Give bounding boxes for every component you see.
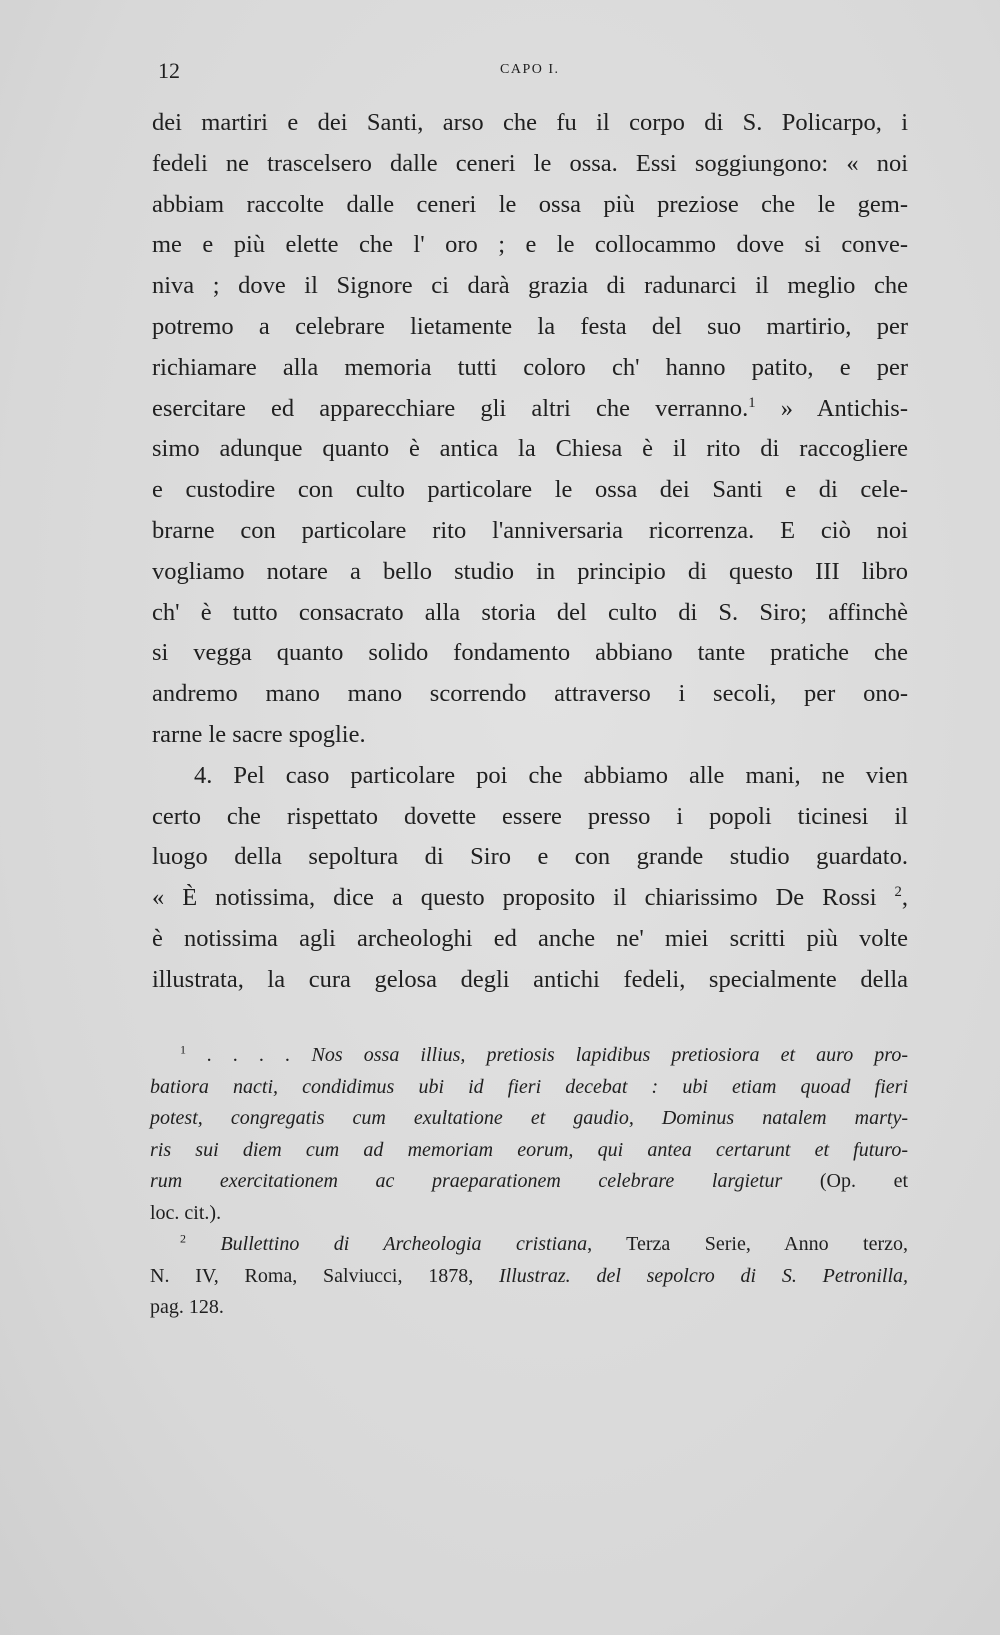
footnote-text: (Op. et bbox=[819, 1170, 908, 1192]
footnote-title: Bullettino di Archeologia cristiana bbox=[220, 1233, 588, 1255]
text-line: me e più elette che l' oro ; e le collocammo dove si conve- bbox=[152, 231, 908, 259]
footnote-1-line: potest, congregatis cum exultatione et gaudio, Dominus natalem marty- bbox=[150, 1107, 908, 1129]
text-segment: « È notissima, dice a questo proposito il chiarissimo De Rossi bbox=[152, 884, 877, 912]
text-line: si vegga quanto solido fondamento abbiano tante pratiche che bbox=[152, 639, 908, 667]
text-line: potremo a celebrare lietamente la festa del suo martirio, per bbox=[152, 312, 908, 340]
footnote-ref-1: 1 bbox=[748, 394, 756, 411]
text-line: vogliamo notare a bello studio in principio di questo III libro bbox=[152, 557, 908, 585]
text-line: è notissima agli archeologhi ed anche ne' miei scritti più volte bbox=[152, 924, 908, 952]
footnote-marker-2: 2 bbox=[180, 1231, 186, 1246]
footnote-2-line: pag. 128. bbox=[150, 1296, 224, 1318]
footnote-text: , Terza Serie, Anno terzo, bbox=[587, 1233, 909, 1255]
page-header bbox=[150, 58, 910, 88]
footnote-title: Illustraz. del sepolcro di S. Petronilla, bbox=[499, 1264, 908, 1287]
text-line: dei martiri e dei Santi, arso che fu il corpo di S. Policarpo, i bbox=[152, 109, 908, 136]
footnote-marker-1: 1 bbox=[180, 1042, 186, 1057]
paragraph-start-line: 4. Pel caso particolare poi che abbiamo alle mani, ne vien bbox=[194, 761, 908, 789]
text-line: luogo della sepoltura di Siro e con grande studio guardato. bbox=[152, 843, 908, 871]
footnote-1-line bbox=[150, 1040, 908, 1072]
text-line: richiamare alla memoria tutti coloro ch' hanno patito, e per bbox=[152, 353, 908, 381]
text-line: brarne con particolare rito l'anniversaria ricorrenza. E ciò noi bbox=[152, 516, 908, 544]
footnote-text: . . . . Nos ossa illius, pretiosis lapidibus pretiosiora et auro pro- bbox=[207, 1044, 909, 1066]
footnote-1-line: ris sui diem cum ad memoriam eorum, qui antea certarunt et futuro- bbox=[150, 1138, 908, 1161]
footnote-ref-2: 2 bbox=[894, 883, 902, 900]
text-line-with-footnote bbox=[152, 389, 908, 430]
page-number: 12 bbox=[158, 58, 180, 83]
running-head: CAPO I. bbox=[500, 62, 560, 77]
footnote-text: rum exercitationem ac praeparationem celebrare largietur bbox=[150, 1170, 783, 1192]
text-line: andremo mano mano scorrendo attraverso i secoli, per ono- bbox=[152, 680, 908, 708]
text-line: illustrata, la cura gelosa degli antichi fedeli, specialmente della bbox=[152, 965, 908, 993]
footnote-1-line: batiora nacti, condidimus ubi id fieri decebat : ubi etiam quoad fieri bbox=[150, 1075, 908, 1098]
text-line: niva ; dove il Signore ci darà grazia di radunarci il meglio che bbox=[152, 272, 908, 300]
text-segment: , bbox=[901, 884, 908, 912]
footnote-2-line bbox=[150, 1261, 908, 1293]
footnote-text: N. IV, Roma, Salviucci, 1878, bbox=[150, 1264, 474, 1287]
footnote-2-line bbox=[150, 1229, 908, 1261]
footnotes bbox=[150, 1040, 908, 1324]
main-text bbox=[152, 103, 908, 1001]
text-line: ch' è tutto consacrato alla storia del culto di S. Siro; affinchè bbox=[152, 598, 908, 626]
footnote-1-line bbox=[150, 1166, 908, 1198]
text-line: simo adunque quanto è antica la Chiesa è il rito di raccogliere bbox=[152, 435, 908, 463]
text-line: e custodire con culto particolare le ossa dei Santi e di cele- bbox=[152, 476, 908, 504]
text-line: certo che rispettato dovette essere presso i popoli ticinesi il bbox=[152, 802, 908, 830]
footnote-1-line: loc. cit.). bbox=[150, 1201, 222, 1224]
text-segment: esercitare ed apparecchiare gli altri che verranno. bbox=[152, 394, 749, 422]
text-segment: » Antichis- bbox=[780, 394, 908, 422]
text-line: fedeli ne trascelsero dalle ceneri le ossa. Essi soggiungono: « noi bbox=[152, 149, 908, 177]
text-line: rarne le sacre spoglie. bbox=[152, 720, 366, 748]
text-line: abbiam raccolte dalle ceneri le ossa più preziose che le gem- bbox=[152, 190, 908, 218]
text-line-with-footnote bbox=[152, 878, 908, 919]
